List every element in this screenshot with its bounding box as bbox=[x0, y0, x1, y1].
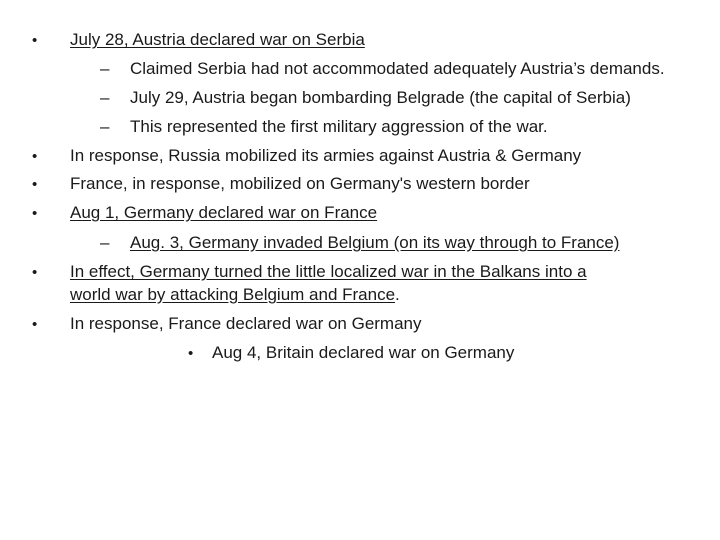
dash-icon: – bbox=[100, 117, 110, 136]
bullet-icon: • bbox=[32, 176, 38, 193]
list-item-in-effect-line2 bbox=[70, 285, 400, 305]
sub-item-aggression: This represented the first military aggression of the war. bbox=[130, 117, 548, 136]
list-item-july-28: July 28, Austria declared war on Serbia bbox=[70, 30, 365, 49]
list-item-france-declared: In response, France declared war on Germany bbox=[70, 314, 422, 333]
bullet-icon: • bbox=[32, 148, 38, 165]
list-item-in-effect-line1: In effect, Germany turned the little localized war in the Balkans into a bbox=[70, 262, 587, 281]
in-effect-line2-text: world war by attacking Belgium and France bbox=[70, 285, 396, 304]
dash-icon: – bbox=[100, 88, 110, 107]
sub-item-aug-3: Aug. 3, Germany invaded Belgium (on its way through to France) bbox=[130, 233, 620, 252]
list-item-aug-1: Aug 1, Germany declared war on France bbox=[70, 203, 378, 222]
list-item-aug-4: Aug 4, Britain declared war on Germany bbox=[212, 343, 515, 362]
sub-item-bombarding: July 29, Austria began bombarding Belgrade (the capital of Serbia) bbox=[130, 88, 631, 107]
bullet-icon: • bbox=[32, 205, 38, 222]
bullet-icon: • bbox=[188, 345, 194, 362]
bullet-icon: • bbox=[32, 316, 38, 333]
dash-icon: – bbox=[100, 59, 110, 78]
bullet-icon: • bbox=[32, 32, 38, 49]
list-item-russia: In response, Russia mobilized its armies against Austria & Germany bbox=[70, 146, 582, 165]
bullet-icon: • bbox=[32, 264, 38, 281]
in-effect-line2-period: . bbox=[395, 285, 400, 304]
sub-item-claimed: Claimed Serbia had not accommodated adequately Austria’s demands. bbox=[130, 59, 665, 78]
list-item-france-mobilized: France, in response, mobilized on Germany's western border bbox=[70, 174, 530, 193]
dash-icon: – bbox=[100, 233, 110, 252]
